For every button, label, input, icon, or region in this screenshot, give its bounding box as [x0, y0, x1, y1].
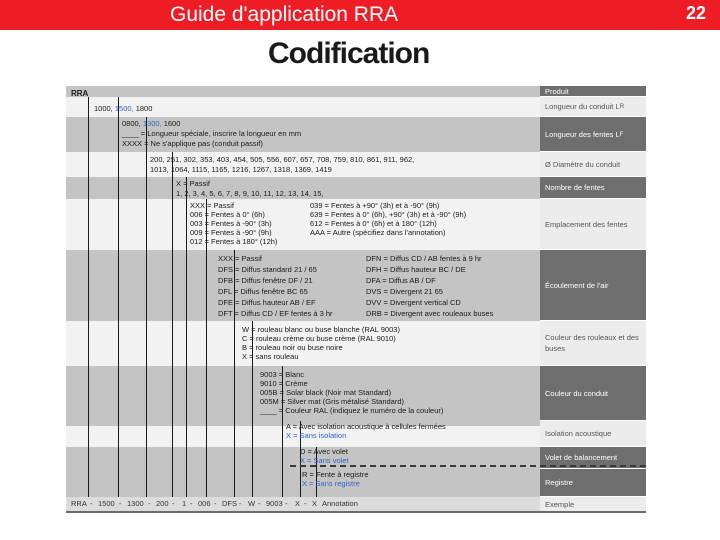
- label-duct-color: Couleur du conduit: [540, 366, 646, 421]
- location-item: XXX = Passif: [190, 201, 234, 210]
- product-code: RRA: [71, 89, 89, 98]
- band-product: [66, 86, 540, 97]
- category-labels: [540, 86, 646, 511]
- tree-line: [146, 117, 147, 497]
- example-annotation: Annotation: [322, 499, 358, 508]
- label-register: Registre: [540, 469, 646, 497]
- airflow-item: DFN = Diffus CD / AB fentes à 9 hr: [366, 254, 482, 263]
- example-part: -: [148, 499, 151, 508]
- airflow-item: DFB = Diffus fenêtre DF / 21: [218, 276, 313, 285]
- example-part: -: [239, 499, 242, 508]
- page-number: 22: [685, 3, 706, 23]
- example-part: 9003: [266, 499, 283, 508]
- airflow-item: XXX = Passif: [218, 254, 262, 263]
- example-part: -: [190, 499, 193, 508]
- duct-color-item: ____ = Couleur RAL (indiquez le numéro de la couleur): [260, 406, 444, 415]
- example-part: 1500: [98, 499, 115, 508]
- slot-length-values: 0800, 1300, 1600: [122, 119, 181, 128]
- airflow-item: DRB = Divergent avec rouleaux buses: [366, 309, 494, 318]
- slot-length-special: ____ = Longueur spéciale, inscrire la longueur en mm: [122, 129, 302, 138]
- airflow-item: DFA = Diffus AB / DF: [366, 276, 436, 285]
- damper-with: D = Avec volet: [300, 447, 349, 456]
- label-slot-length: Longueur des fentes L F: [540, 117, 646, 152]
- duct-color-item: 005B = Solar black (Noir mat Standard): [260, 388, 392, 397]
- diameter-values-2: 1013, 1064, 1115, 1165, 1216, 1267, 1318, 1369, 1419: [150, 165, 332, 174]
- airflow-item: DFS = Diffus standard 21 / 65: [218, 265, 317, 274]
- tree-line: [172, 152, 173, 497]
- location-item: 009 = Fentes à -90° (9h): [190, 228, 272, 237]
- location-item: 012 = Fentes à 180° (12h): [190, 237, 278, 246]
- example-part: DFS: [222, 499, 237, 508]
- example-part: -: [258, 499, 261, 508]
- register-without: X = Sans registre: [302, 479, 360, 488]
- register-with: R = Fente à registre: [302, 470, 369, 479]
- example-part: -: [304, 499, 307, 508]
- airflow-item: DVS = Divergent 21 65: [366, 287, 443, 296]
- example-part: -: [119, 499, 122, 508]
- example-part: RRA: [71, 499, 87, 508]
- example-part: X: [312, 499, 318, 508]
- location-item: 006 = Fentes à 0° (6h): [190, 210, 265, 219]
- slot-count-passive: X = Passif: [176, 179, 210, 188]
- example-part: -: [172, 499, 175, 508]
- label-slot-count: Nombre de fentes: [540, 177, 646, 199]
- example-part: -: [90, 499, 93, 508]
- location-item: 039 = Fentes à +90° (3h) et à -90° (9h): [310, 201, 440, 210]
- example-part: -: [285, 499, 288, 508]
- label-airflow: Écoulement de l'air: [540, 250, 646, 321]
- roller-color-item: W = rouleau blanc ou buse blanche (RAL 9003): [242, 325, 400, 334]
- codification-figure: [66, 86, 646, 513]
- example-part: 1300: [127, 499, 144, 508]
- acoustic-with: A = Avec isolation acoustique à cellules fermées: [286, 422, 446, 431]
- airflow-item: DFT = Diffus CD / EF fentes à 3 hr: [218, 309, 333, 318]
- duct-color-item: 9010 = Crème: [260, 379, 308, 388]
- code-tree: [66, 86, 540, 511]
- location-item: 639 = Fentes à 0° (6h), +90° (3h) et à -90° (9h): [310, 210, 467, 219]
- airflow-item: DFH = Diffus hauteur BC / DE: [366, 265, 466, 274]
- example-part: -: [214, 499, 217, 508]
- label-example: Exemple: [540, 497, 646, 513]
- label-damper: Volet de balancement: [540, 447, 646, 469]
- label-diameter: Ø Diamètre du conduit: [540, 152, 646, 177]
- slot-length-passive: XXXX = Ne s'applique pas (conduit passif): [122, 139, 263, 148]
- slot-count-values: 1, 2, 3, 4, 5, 6, 7, 8, 9, 10, 11, 12, 13, 14, 15,: [176, 189, 324, 198]
- location-item: 612 = Fentes à 0° (6h) et à 180° (12h): [310, 219, 437, 228]
- label-roller-color: Couleur des rouleaux et des buses: [540, 321, 646, 366]
- roller-color-item: C = rouleau crème ou buse crème (RAL 9010): [242, 334, 396, 343]
- dashed-separator: [290, 465, 646, 467]
- duct-length-values: 1000, 1500, 1800: [94, 104, 153, 113]
- tree-line: [88, 97, 89, 497]
- airflow-item: DFE = Diffus hauteur AB / EF: [218, 298, 316, 307]
- label-duct-length: Longueur du conduit L R: [540, 97, 646, 117]
- acoustic-without: X = Sans isolation: [286, 431, 347, 440]
- tree-line: [186, 177, 187, 497]
- duct-color-item: 005M = Silver mat (Gris métalisé Standard): [260, 397, 405, 406]
- header-bar: [0, 0, 720, 30]
- example-part: 006: [198, 499, 211, 508]
- diameter-values-1: 200, 251, 302, 353, 403, 454, 505, 556, 607, 657, 708, 759, 810, 861, 911, 962,: [150, 155, 415, 164]
- airflow-item: DVV = Divergent vertical CD: [366, 298, 461, 307]
- location-item: AAA = Autre (spécifiez dans l'annotation): [310, 228, 446, 237]
- roller-color-item: X = sans rouleau: [242, 352, 299, 361]
- roller-color-item: B = rouleau noir ou buse noire: [242, 343, 343, 352]
- airflow-item: DFL = Diffus fenêtre BC 65: [218, 287, 308, 296]
- example-part: 1: [182, 499, 187, 508]
- example-part: 200: [156, 499, 169, 508]
- page-title: Codification: [268, 37, 430, 70]
- example-part: W: [248, 499, 256, 508]
- duct-color-item: 9003 = Blanc: [260, 370, 304, 379]
- header-title: Guide d'application RRA: [170, 3, 399, 26]
- label-acoustic: Isolation acoustique: [540, 421, 646, 447]
- example-part: X: [295, 499, 301, 508]
- tree-line: [118, 97, 119, 497]
- location-item: 003 = Fentes à -90° (3h): [190, 219, 272, 228]
- label-product: Produit: [540, 86, 646, 97]
- damper-without: X = Sans volet: [300, 456, 349, 465]
- label-slot-location: Emplacement des fentes: [540, 199, 646, 250]
